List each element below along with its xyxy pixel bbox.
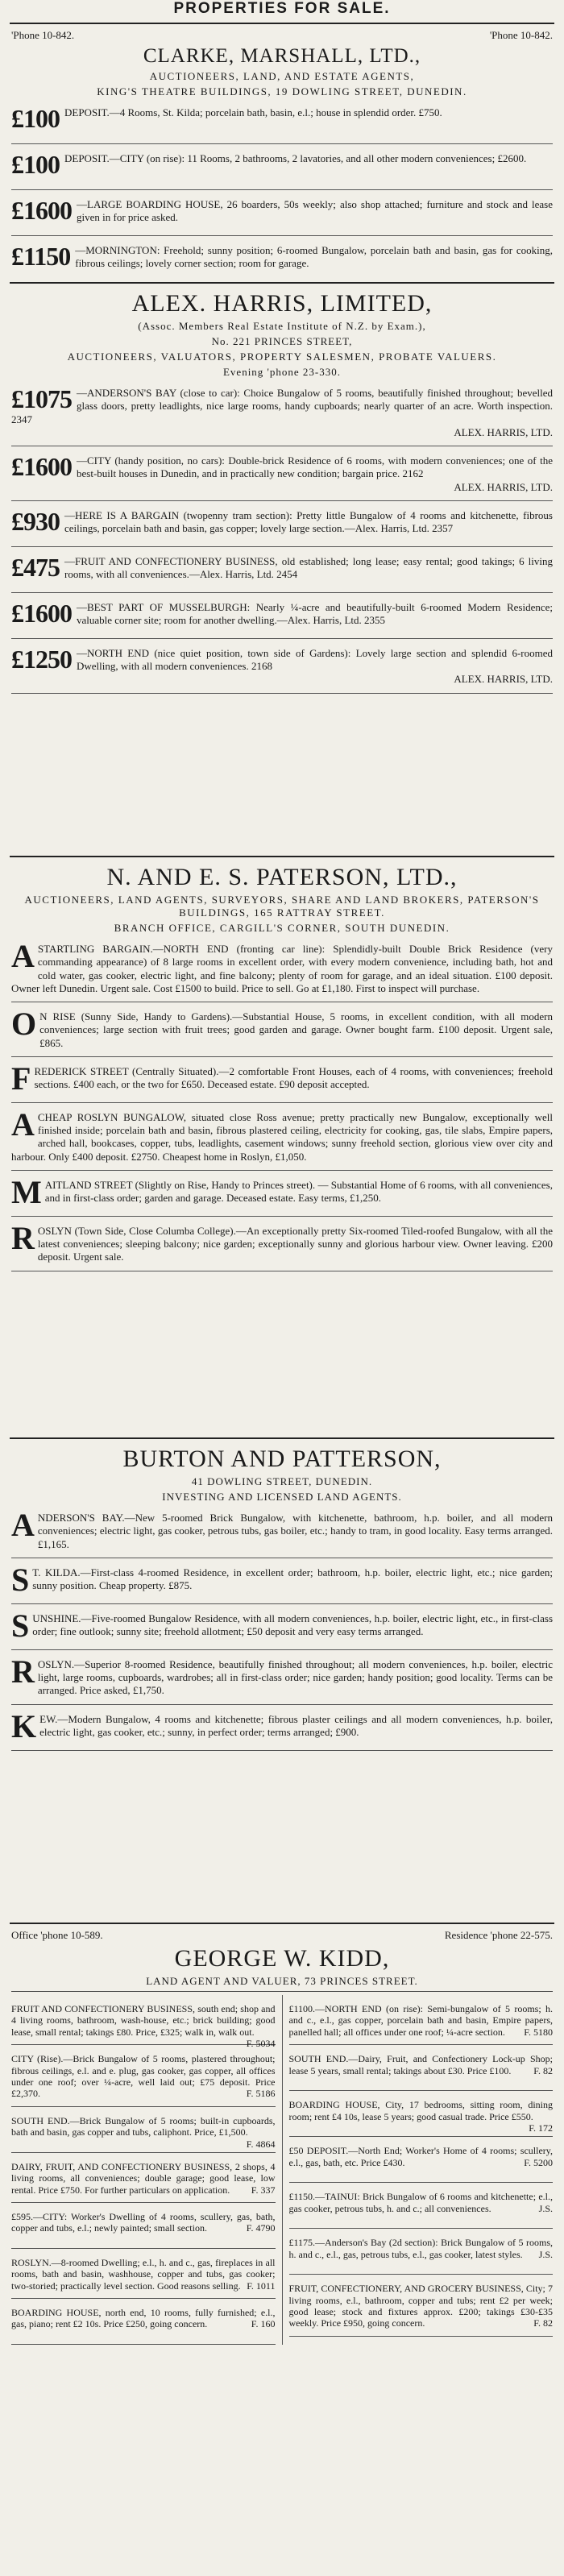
listing — [289, 2145, 554, 2183]
firm-line: INVESTING AND LICENSED LAND AGENTS. — [162, 1491, 402, 1503]
firm-assoc: (Assoc. Members Real Estate Institute of N.Z. by Exam.), — [138, 320, 426, 332]
phone-row — [11, 29, 553, 42]
listing-text: DEPOSIT.—4 Rooms, St. Kilda; porcelain bath, basin, e.l.; house in splendid order. £750. — [64, 106, 442, 118]
listing-text: FRUIT AND CONFECTIONERY BUSINESS, south end; shop and 4 living rooms, bathroom, wash-house, etc.; brick building; good lease, small rental; takings £80. Price, £325; walk in, walk out. — [11, 2003, 276, 2038]
listing-text: SOUTH END.—Dairy, Fruit, and Confectionery Lock-up Shop; lease 5 years, small rental; takings about £30. Price £100. — [288, 2053, 553, 2076]
evening-phone: Evening 'phone 23-330. — [222, 366, 341, 378]
listing-text: DEPOSIT.—CITY (on rise): 11 Rooms, 2 bathrooms, 2 lavatories, and all other modern conveniences; £2600. — [64, 152, 527, 164]
listing-price: £100 — [11, 104, 60, 133]
listing — [289, 2191, 554, 2229]
alex-harris-ad — [11, 287, 553, 852]
listing-text: OSLYN.—Superior 8-roomed Residence, beautifully finished throughout; all modern conveniences, h.p. boiler, electric light, large rooms, cupboards, wardrobes; all in first-class order; nice garden; handy position; good locality. Terms can be arranged. Price asked, £1,750. — [37, 1657, 553, 1697]
listing — [11, 2211, 276, 2249]
paterson-ad — [11, 861, 553, 1434]
listing — [11, 198, 553, 236]
listing — [11, 1105, 553, 1171]
listing-text: £595.—CITY: Worker's Dwelling of 4 rooms, scullery, gas, bath, copper and tubs, e.l.; newly painted; small section. — [11, 2210, 276, 2234]
section-rule — [10, 1437, 554, 1439]
listing-price: £100 — [11, 150, 60, 179]
listing — [11, 2115, 276, 2153]
listing — [11, 644, 553, 694]
firm-line-1: AUCTIONEERS, LAND, AND ESTATE AGENTS, — [149, 70, 415, 82]
listing-price: £1600 — [11, 196, 72, 225]
listing-ref: F. 4864 — [246, 2138, 276, 2150]
listing — [11, 454, 553, 501]
listing-text: £1175.—Anderson's Bay (2d section): Brick Bungalow of 5 rooms, h. and c., e.l., gas, petrous tubs, e.l., gas cooker, latest styles. — [288, 2237, 553, 2260]
burton-patterson-ad — [11, 1442, 553, 1919]
listing-text: NDERSON'S BAY.—New 5-roomed Brick Bungalow, with kitchenette, bathroom, h.p. boiler, and all modern conveniences; electric light, gas cooker, petrous tubs, gas boiler, etc.; handy to tram, in good locality. Easy terms arranged. £1,165. — [37, 1512, 553, 1550]
phone-left: 'Phone 10-842. — [11, 29, 75, 41]
listing-text: —BEST PART OF MUSSELBURGH: Nearly ¼-acre and beautifully-built 6-roomed Modern Residence; valuable corner site; room for another dwelling.—Alex. Harris, Ltd. 2355 — [77, 600, 553, 626]
firm-address: 41 DOWLING STREET, DUNEDIN. — [191, 1475, 373, 1487]
listing — [11, 506, 553, 547]
listing-ref: F. 5186 — [246, 2088, 276, 2100]
listing-text: BOARDING HOUSE, north end, 10 rooms, fully furnished; e.l., gas, piano; rent £2 10s. Price £250, going concern. — [11, 2307, 276, 2330]
listing — [11, 552, 553, 593]
firm-line-2: KING'S THEATRE BUILDINGS, 19 DOWLING STREET, DUNEDIN. — [97, 85, 467, 97]
right-column — [282, 1995, 554, 2345]
firm-name: BURTON AND PATTERSON, — [122, 1446, 442, 1472]
listing-text: T. KILDA.—First-class 4-roomed Residence, in excellent order; bathroom, h.p. boiler, electric light, etc.; nice garden; sunny position. Cheap property. £875. — [32, 1566, 553, 1591]
listing — [11, 106, 553, 144]
listing — [11, 1561, 553, 1604]
drop-cap: A — [11, 1507, 35, 1543]
listing — [11, 1006, 553, 1057]
listing-text: N RISE (Sunny Side, Handy to Gardens).—Substantial House, 5 rooms, in excellent condition, with all modern conveniences; large section with fruit trees; good garden and garage. Owner bought farm. £100 deposit. Urgent sale, £865. — [39, 1010, 553, 1049]
firm-line-1: AUCTIONEERS, LAND AGENTS, SURVEYORS, SHARE AND LAND BROKERS, PATERSON'S BUILDINGS, 165 RATTRAY STREET. — [24, 894, 540, 919]
listing-text: —NORTH END (nice quiet position, town side of Gardens): Lovely large section and splendid 6-roomed Dwelling, with all modern conveniences. 2168 — [77, 646, 553, 672]
listing — [11, 938, 553, 1002]
listing-text: AITLAND STREET (Slightly on Rise, Handy to Princes street). — Substantial Home of 6 rooms, with all conveniences, and in first-class order; garden and garage. Deceased estate. Easy terms, £1,250. — [44, 1178, 553, 1204]
listing-agent: ALEX. HARRIS, LTD. — [454, 425, 553, 438]
listing — [11, 1060, 553, 1103]
listing-agent: ALEX. HARRIS, LTD. — [454, 480, 553, 493]
listing-text: —HERE IS A BARGAIN (twopenny tram section): Pretty little Bungalow of 4 rooms and kitchenette, fibrous ceilings, porcelain bath and basin, gas copper; lovely large section.—Alex. Harris, Ltd. 2357 — [64, 508, 553, 534]
listing-text: —CITY (handy position, no cars): Double-brick Residence of 6 rooms, with modern conveniences; one of the best-built houses in Dunedin, and in practically new condition; bargain price. 2162 — [77, 454, 553, 480]
drop-cap: F — [11, 1060, 31, 1097]
listing-ref: J.S. — [538, 2202, 553, 2214]
two-columns — [11, 1995, 553, 2345]
listing-text: CITY (Rise).—Brick Bungalow of 5 rooms, plastered throughout; fibrous ceilings, e.l. and e. plug, gas cooker, gas copper, all offices under one roof; over ¼-acre, well laid out; £75 deposit. Price £2,370. — [11, 2053, 276, 2100]
listing-text: SOUTH END.—Brick Bungalow of 5 rooms; built-in cupboards, bath and basin, gas copper and tubs, caliphont. Price, £1,500. — [11, 2114, 276, 2138]
listing — [289, 2237, 554, 2275]
listing-ref: F. 5200 — [524, 2156, 553, 2168]
firm-line: LAND AGENT AND VALUER, 73 PRINCES STREET. — [146, 1975, 418, 1987]
listing-price: £1250 — [11, 644, 72, 674]
listing-ref: F. 5034 — [246, 2038, 276, 2050]
residence-phone: Residence 'phone 22-575. — [444, 1929, 553, 1941]
listing-ref: J.S. — [538, 2248, 553, 2260]
listing-text: STARTLING BARGAIN.—NORTH END (fronting car line): Splendidly-built Double Brick Residence (very commanding appearance) of 8 large rooms in excellent order, with every modern convenience, including bath, hot and cold water, gas cooker, electric light, and fine balcony; plenty of room for garage, and an ideal situation. £100 deposit. Owner left Dunedin. Urgent sale. Cost £1500 to build. Price to sell. Go at £1,180. First to inspect will purchase. — [11, 943, 553, 994]
listing-text: —ANDERSON'S BAY (close to car): Choice Bungalow of 5 rooms, beautifully finished throughout; bevelled glass doors, pretty leadlights, nice large rooms, handy cupboards; nearly quarter of an acre. Worth inspection. 2347 — [11, 387, 553, 425]
listing-text: —FRUIT AND CONFECTIONERY BUSINESS, old established; long lease; easy rental; good takings; 6 living rooms, with all conveniences.—Alex. Harris, Ltd. 2454 — [64, 554, 553, 580]
listing-text: CHEAP ROSLYN BUNGALOW, situated close Ross avenue; pretty practically new Bungalow, exceptionally well finished inside; porcelain bath and basin, fibrous plastered ceiling, electricity for cooking, gas, tile slabs, Empire papers, arched hall, bookcases, copper, tubs, leadlights, casement windows; sunny freehold section, glorious view over city and harbour. Only £400 deposit. £2750. Cheapest home in Roslyn, £1,050. — [11, 1110, 553, 1163]
listing-ref: F. 160 — [251, 2318, 276, 2330]
firm-name: N. AND E. S. PATERSON, LTD., — [106, 864, 458, 890]
listing-ref: F. 82 — [533, 2317, 553, 2329]
listing-text: FRUIT, CONFECTIONERY, AND GROCERY BUSINESS, City; 7 living rooms, e.l., bathroom, copper and tubs; rent £2 per week; good lease; stock and fixtures approx. £200; takings £30-£35 weekly. Price £950, going concern. — [288, 2283, 553, 2329]
listing-ref: F. 82 — [533, 2064, 553, 2076]
drop-cap: M — [11, 1173, 42, 1210]
listing-price: £1600 — [11, 598, 72, 628]
listing-text: £1100.—NORTH END (on rise): Semi-bungalow of 5 rooms; h. and c., e.l., gas copper, porcelain bath and basin, Empire papers, panelled hall; all offices under one roof; ¼-acre section. — [288, 2003, 553, 2038]
listing-price: £1600 — [11, 452, 72, 481]
listing-text: —LARGE BOARDING HOUSE, 26 boarders, 50s weekly; also shop attached; furniture and stock and lease given in for price asked. — [77, 198, 553, 224]
listing-ref: F. 172 — [529, 2122, 553, 2134]
listing-ref: F. 5180 — [524, 2026, 553, 2038]
listing — [11, 244, 553, 279]
listing-text: —MORNINGTON: Freehold; sunny position; 6-roomed Bungalow, porcelain bath and basin, gas for cooking, fibrous ceilings; lovely corner section; room for garage. — [75, 244, 553, 270]
firm-name: GEORGE W. KIDD, — [174, 1945, 390, 1972]
listing — [289, 2283, 554, 2337]
listing — [289, 2099, 554, 2137]
listing — [11, 152, 553, 190]
listing-ref: F. 4790 — [246, 2222, 276, 2234]
phone-right: 'Phone 10-842. — [489, 29, 553, 41]
listing — [11, 1707, 553, 1751]
listing — [289, 2003, 554, 2045]
drop-cap: O — [11, 1006, 37, 1042]
listing-text: REDERICK STREET (Centrally Situated).—2 comfortable Front Houses, each of 4 rooms, with conveniences; freehold sections. £400 each, or the two for £650. Deceased estate. £90 deposit accepted. — [34, 1064, 553, 1090]
listing — [11, 1173, 553, 1217]
page-header: PROPERTIES FOR SALE. — [173, 0, 391, 17]
firm-address: No. 221 PRINCES STREET, — [211, 335, 353, 347]
listing-text: £1150.—TAINUI: Brick Bungalow of 6 rooms and kitchenette; e.l., gas cooker, petrous tubs, h. and c.; all conveniences. — [288, 2191, 553, 2214]
section-rule — [10, 282, 554, 284]
listing-text: £50 DEPOSIT.—North End; Worker's Home of 4 rooms; scullery, e.l., gas, bath, etc. Price £430. — [288, 2145, 553, 2168]
drop-cap: S — [11, 1561, 30, 1598]
listing-price: £1075 — [11, 384, 72, 413]
listing — [11, 1607, 553, 1650]
listing-price: £475 — [11, 552, 60, 582]
listing — [11, 2161, 276, 2203]
drop-cap: K — [11, 1707, 37, 1744]
left-column — [11, 1995, 276, 2345]
listing-price: £930 — [11, 506, 60, 536]
listing-text: BOARDING HOUSE, City, 17 bedrooms, sitting room, dining room; rent £4 10s, lease 5 years; good casual trade. Price £550. — [288, 2099, 553, 2122]
firm-line: AUCTIONEERS, VALUATORS, PROPERTY SALESMEN, PROBATE VALUERS. — [67, 351, 497, 363]
office-phone: Office 'phone 10-589. — [11, 1929, 103, 1941]
kidd-ad — [11, 1927, 553, 2572]
firm-name: ALEX. HARRIS, LIMITED, — [131, 290, 433, 317]
listing — [11, 384, 553, 446]
listing-agent: ALEX. HARRIS, LTD. — [454, 673, 553, 686]
firm-name: CLARKE, MARSHALL, LTD., — [143, 45, 421, 67]
firm-line-2: BRANCH OFFICE, CARGILL'S CORNER, SOUTH DUNEDIN. — [114, 922, 450, 934]
drop-cap: R — [11, 1653, 35, 1690]
listing — [11, 2053, 276, 2107]
listing — [11, 1653, 553, 1705]
header-rule — [10, 23, 554, 24]
drop-cap: A — [11, 938, 35, 974]
listing-text: OSLYN (Town Side, Close Columba College).—An exceptionally pretty Six-roomed Tiled-roofed Bungalow, with all the latest conveniences; sleeping balcony; nice garden; exceptionally sunny and glorious harbour view. Owner leaving. £200 deposit. Urgent sale. — [37, 1224, 553, 1263]
divider — [11, 1991, 553, 1992]
phone-row — [11, 1929, 553, 1942]
listing-ref: F. 337 — [251, 2184, 276, 2196]
drop-cap: R — [11, 1219, 35, 1256]
section-rule — [10, 1923, 554, 1924]
listing-text: DAIRY, FRUIT, AND CONFECTIONERY BUSINESS, 2 shops, 4 living rooms, all conveniences; double garage; good lease, low rental. Price £750. For further particulars on application. — [11, 2160, 276, 2196]
drop-cap: A — [11, 1105, 35, 1143]
drop-cap: S — [11, 1607, 30, 1644]
listing — [289, 2053, 554, 2091]
listing — [11, 2003, 276, 2050]
listing — [11, 1219, 553, 1271]
listing-text: ROSLYN.—8-roomed Dwelling; e.l., h. and c., gas, fireplaces in all rooms, bath and basin, washhouse, copper and tubs, gas cooker; two-storied; practically level section. Good reasons selling. — [11, 2256, 276, 2292]
listing-text: UNSHINE.—Five-roomed Bungalow Residence, with all modern conveniences, h.p. boiler, electric light, etc., in first-class order; fine outlook; sunny site; freehold allotment; £50 deposit and very easy terms arranged. — [32, 1612, 553, 1637]
section-rule — [10, 856, 554, 857]
listing-price: £1150 — [11, 242, 71, 271]
listing — [11, 2307, 276, 2345]
clarke-marshall-ad — [11, 27, 553, 279]
listing-text: EW.—Modern Bungalow, 4 rooms and kitchenette; fibrous plaster ceilings and all modern conveniences, h.p. boiler, electric light, gas cooker, etc.; sunny, in perfect order; terms arranged; £900. — [39, 1712, 553, 1738]
listing-ref: F. 1011 — [247, 2279, 276, 2292]
listing — [11, 1507, 553, 1558]
listing — [11, 598, 553, 639]
listing — [11, 2257, 276, 2299]
